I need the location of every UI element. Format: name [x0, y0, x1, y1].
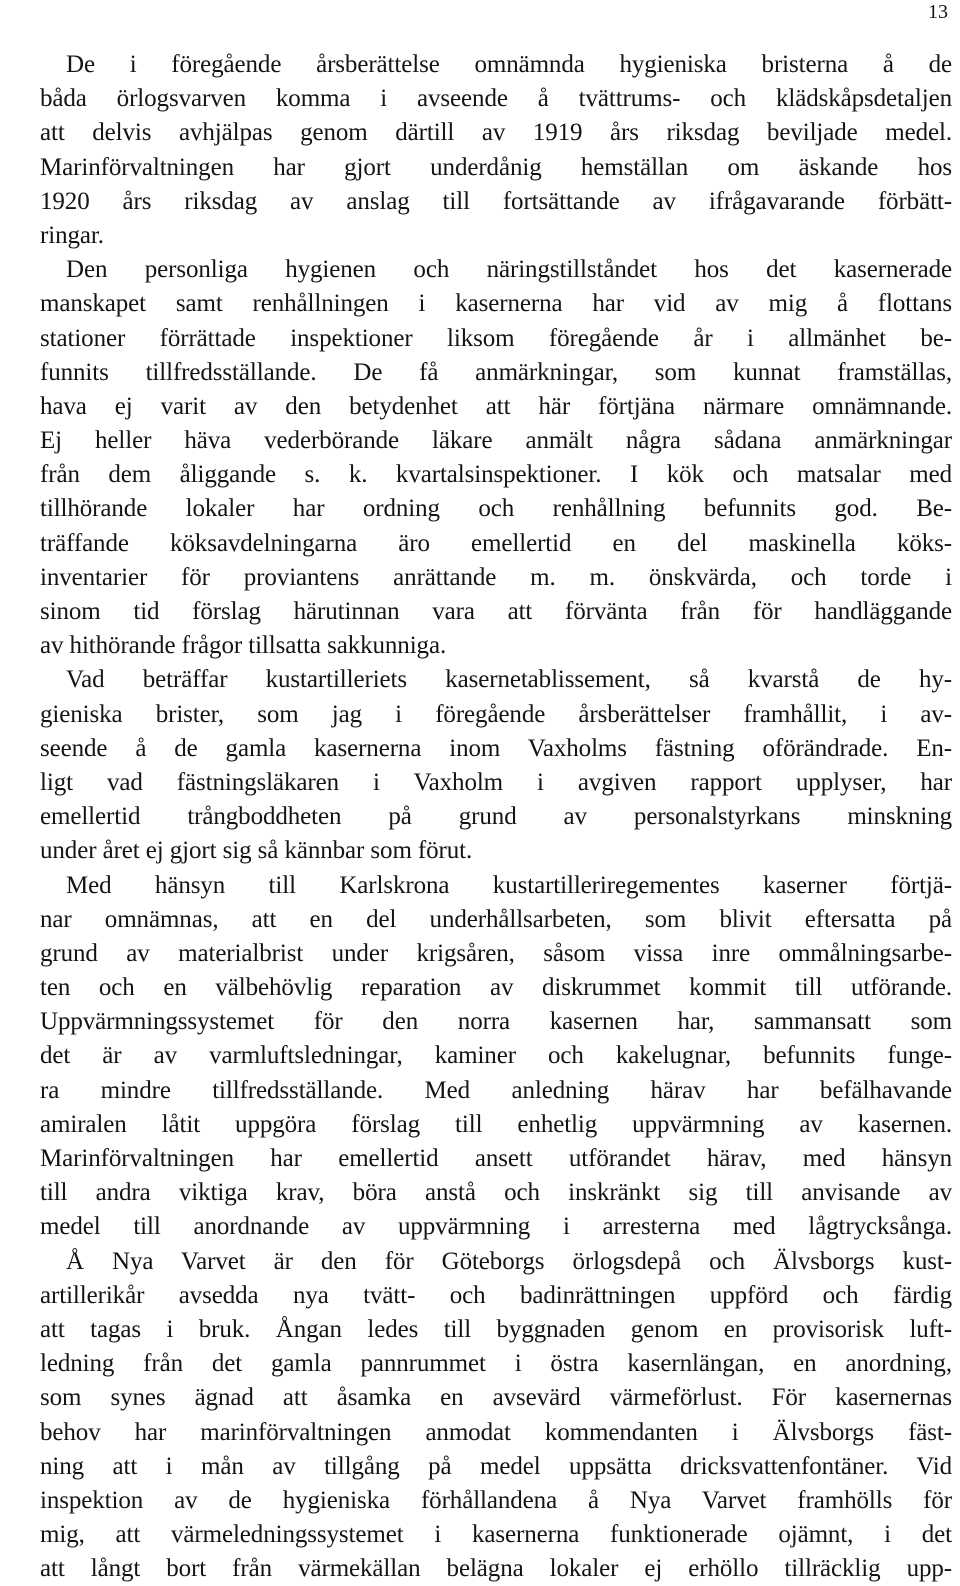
text-line: Marinförvaltningen har gjort underdånig hemställan om äskande hos	[40, 153, 952, 181]
text-line: ligt vad fästningsläkaren i Vaxholm i avgiven rapport upplyser, har	[40, 768, 952, 796]
text-line: funnits tillfredsställande. De få anmärkningar, som kunnat framställas,	[40, 358, 952, 386]
text-line: medel till anordnande av uppvärmning i arresterna med lågtrycksånga.	[40, 1213, 952, 1241]
text-line: till andra viktiga krav, böra anstå och inskränkt sig till anvisande av	[40, 1179, 952, 1207]
text-line: från dem åliggande s. k. kvartalsinspektioner. I kök och matsalar med	[40, 461, 952, 489]
text-line: att långt bort från värmekällan belägna lokaler ej erhöllo tillräcklig upp-	[40, 1555, 952, 1583]
text-line: seende å de gamla kasernerna inom Vaxholms fästning oförändrade. En-	[40, 734, 952, 762]
text-line: Uppvärmningssystemet för den norra kasernen har, sammansatt som	[40, 1008, 952, 1036]
text-line: sinom tid förslag härutinnan vara att förvänta från för handläggande	[40, 598, 952, 625]
text-line: amiralen låtit uppgöra förslag till enhetlig uppvärmning av kasernen.	[40, 1110, 952, 1138]
text-line: ning att i mån av tillgång på medel uppsätta dricksvattenfontäner. Vid	[40, 1452, 952, 1480]
text-line: att delvis avhjälpas genom därtill av 1919 års riksdag beviljade medel.	[40, 119, 952, 147]
text-line: det är av varmluftsledningar, kaminer och kakelugnar, befunnits funge-	[40, 1042, 952, 1070]
text-line: Vad beträffar kustartilleriets kasernetablissement, så kvarstå de hy-	[66, 666, 952, 694]
text-line: ra mindre tillfredsställande. Med anledning härav har befälhavande	[40, 1076, 952, 1104]
text-line: hava ej varit av den betydenhet att här förtjäna närmare omnämnande.	[40, 392, 952, 420]
text-line: 1920 års riksdag av anslag till fortsättande av ifrågavarande förbätt-	[40, 187, 952, 215]
text-line: De i föregående årsberättelse omnämnda hygieniska bristerna å de	[66, 51, 952, 78]
text-line: ringar.	[40, 221, 104, 249]
text-line: behov har marinförvaltningen anmodat kommendanten i Älvsborgs fäst-	[40, 1418, 952, 1446]
text-line: manskapet samt renhållningen i kasernerna har vid av mig å flottans	[40, 290, 952, 318]
text-line: Med hänsyn till Karlskrona kustartilleriregementes kaserner förtjä-	[66, 871, 952, 899]
text-line: emellertid trångboddheten på grund av personalstyrkans minskning	[40, 803, 952, 831]
text-line: inspektion av de hygieniska förhållandena å Nya Varvet framhölls för	[40, 1486, 952, 1514]
text-line: Ej heller häva vederbörande läkare anmält några sådana anmärkningar	[40, 427, 952, 455]
text-line: Marinförvaltningen har emellertid ansett utförandet härav, med hänsyn	[40, 1145, 952, 1172]
text-line: båda örlogsvarven komma i avseende å tvättrums- och klädskåpsdetaljen	[40, 85, 952, 113]
text-line: under året ej gjort sig så kännbar som förut.	[40, 837, 473, 865]
text-line: ten och en välbehövlig reparation av diskrummet kommit till utförande.	[40, 974, 952, 1002]
text-line: stationer förrättade inspektioner liksom föregående år i allmänhet be-	[40, 324, 952, 352]
text-line: inventarier för proviantens anrättande m. m. önskvärda, och torde i	[40, 563, 952, 591]
text-line: grund av materialbrist under krigsåren, såsom vissa inre ommålningsarbe-	[40, 939, 952, 967]
body-text	[40, 48, 952, 1586]
text-line: ledning från det gamla pannrummet i östra kasernlängan, en anordning,	[40, 1350, 952, 1378]
text-line: gieniska brister, som jag i föregående årsberättelser framhållit, i av-	[40, 700, 952, 728]
text-line: att tagas i bruk. Ångan ledes till byggnaden genom en provisorisk luft-	[40, 1315, 952, 1343]
page-number: 13	[928, 1, 948, 23]
text-line: tillhörande lokaler har ordning och renhållning befunnits god. Be-	[40, 495, 952, 523]
text-line: mig, att värmeledningssystemet i kasernerna funktionerade ojämnt, i det	[40, 1521, 952, 1549]
text-line: träffande köksavdelningarna äro emellertid en del maskinella köks-	[40, 529, 952, 557]
text-line: artillerikår avsedda nya tvätt- och badinrättningen uppförd och färdig	[40, 1281, 952, 1309]
text-line: Å Nya Varvet är den för Göteborgs örlogsdepå och Älvsborgs kust-	[66, 1247, 952, 1275]
text-line: Den personliga hygienen och näringstillståndet hos det kasernerade	[66, 256, 952, 284]
text-line: nar omnämnas, att en del underhållsarbeten, som blivit eftersatta på	[40, 905, 952, 933]
text-line: av hithörande frågor tillsatta sakkunniga.	[40, 632, 447, 660]
text-line: som synes ägnad att åsamka en avsevärd värmeförlust. För kasernernas	[40, 1384, 952, 1412]
